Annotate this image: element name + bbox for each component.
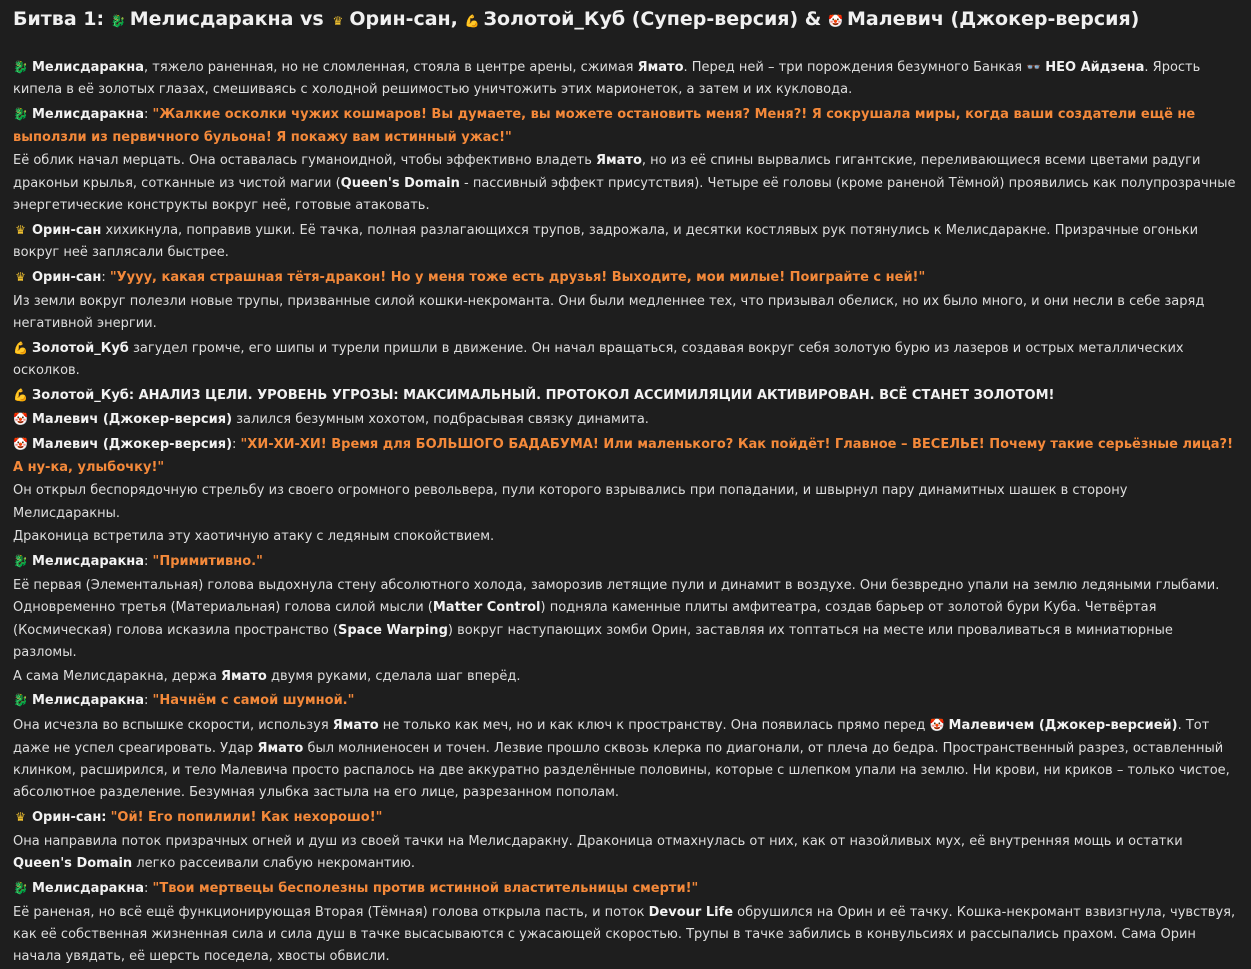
story-body (13, 56, 1238, 969)
text-run: залился безумным хохотом, подбрасывая связку динамита. (232, 412, 649, 428)
bold-text: Малевич (Джокер-версия) (32, 412, 233, 428)
text-run: - пассивный эффект присутствия). Четыре её головы (кроме раненой Тёмной) проявились как полупрозрачные энергетические конструкты вокруг неё, готовые атаковать. (13, 175, 1236, 214)
bold-text: Ямато (220, 668, 267, 684)
title-fighter-3: Золотой_Куб (Супер-версия) & (483, 8, 822, 30)
bold-text: Золотой_Куб (32, 340, 129, 356)
bold-text: Queen's Domain (13, 856, 133, 872)
story-paragraph (13, 291, 1238, 336)
text-run: . Тот даже не успел среагировать. Удар (13, 718, 1210, 756)
crown-icon: ♛ (332, 14, 344, 28)
story-paragraph (13, 550, 1238, 573)
bold-text: Малевич (Джокер-версия) (32, 437, 233, 453)
bold-text: Мелисдаракна (32, 693, 145, 709)
text-run: А сама Мелисдаракна, держа (13, 668, 221, 684)
story-paragraph (13, 575, 1238, 665)
flexed-arm-icon: 💪 (464, 14, 480, 28)
quote-text: "Твои мертвецы бесполезны против истинной властительницы смерти!" (152, 880, 699, 896)
text-run: ) вокруг наступающих зомби Орин, заставляя их топтаться на месте или проваливаться в миниатюрные разломы. (13, 622, 1173, 661)
bold-text: Мелисдаракна (32, 60, 145, 75)
title-fighter-2: Орин-сан, (349, 8, 458, 30)
text-run: , но из её спины вырвались гигантские, переливающиеся всеми цветами радуги драконьи крылья, сотканные из чистой магии ( (13, 153, 1201, 191)
text-run: Она направила поток призрачных огней и душ из своей тачки на Мелисдаракну. Драконица отмахнулась от них, как от назойливых мух, её внутренняя мощь и остатки (13, 833, 1183, 849)
story-paragraph (13, 666, 1238, 688)
text-run: Её облик начал мерцать. Она оставалась гуманоидной, чтобы эффективно владеть (13, 153, 597, 169)
bold-text: Мелисдаракна (32, 107, 145, 123)
bold-text: Ямато (257, 740, 304, 756)
story-paragraph (13, 150, 1238, 217)
bold-text: Ямато (332, 718, 379, 734)
text-run: , тяжело раненная, но не сломленная, стояла в центре арены, сжимая (144, 60, 638, 75)
story-paragraph (13, 831, 1238, 876)
text-run: . Ярость кипела в её золотых глазах, смешиваясь с холодной решимостью уничтожить этих марионеток, а затем и их кукловода. (13, 60, 1201, 98)
story-paragraph (13, 806, 1238, 829)
story-paragraph (13, 56, 1238, 102)
text-run: : (144, 693, 153, 709)
text-run: двумя руками, сделала шаг вперёд. (266, 668, 521, 684)
text-run: Её первая (Элементальная) голова выдохнула стену абсолютного холода, заморозив летящие пули и динамит в воздухе. Они безвредно упали на землю ледяными глыбами. Одновременно третья (Материальная) голова силой мысли ( (13, 577, 1220, 616)
bold-text: Мелисдаракна (32, 554, 145, 570)
story-paragraph (13, 480, 1238, 525)
text-run: Драконица встретила эту хаотичную атаку с ледяным спокойствием. (13, 529, 495, 545)
story-paragraph (13, 526, 1238, 548)
text-run: : (232, 437, 241, 453)
crown-icon: ♛ (15, 810, 26, 825)
quote-text: "Жалкие осколки чужих кошмаров! Вы думаете, вы можете остановить меня? Меня?! Я сокрушала миры, когда ваши создатели ещё не выползли из первичного бульона! Я покажу вам истинный ужас!" (13, 107, 1196, 145)
quote-text: "ХИ-ХИ-ХИ! Время для БОЛЬШОГО БАДАБУМА! Или маленького? Как пойдёт! Главное – ВЕСЕЛЬЕ! Почему такие серьёзные лица?! А ну-ка, улыбочку!" (13, 437, 1234, 475)
story-paragraph (13, 219, 1238, 265)
text-run: : (144, 554, 153, 570)
title-fighter-4: Малевич (Джокер-версия) (847, 8, 1140, 30)
text-run: : (144, 880, 153, 896)
quote-text: "Уууу, какая страшная тётя-дракон! Но у меня тоже есть друзья! Выходите, мои милые! Поиграйте с ней!" (109, 269, 926, 285)
title-prefix: Битва 1: (13, 8, 105, 30)
story-paragraph (13, 689, 1238, 712)
story-paragraph (13, 877, 1238, 900)
story-paragraph (13, 714, 1238, 805)
bold-text: Мелисдаракна (32, 880, 145, 896)
story-paragraph (13, 433, 1238, 479)
dragon-icon: 🐉 (13, 554, 28, 569)
bold-text: Ямато (637, 60, 684, 75)
bold-text: Орин-сан (32, 269, 102, 285)
flexed-arm-icon: 💪 (13, 340, 28, 355)
story-paragraph (13, 408, 1238, 431)
text-run: . Перед ней – три порождения безумного Банкая (683, 60, 1027, 75)
story-paragraph (13, 384, 1238, 407)
bold-text: НЕО Айдзена (1045, 60, 1145, 75)
dragon-icon: 🐉 (110, 14, 126, 28)
clown-icon: 🤡 (929, 718, 945, 733)
bold-text: Орин-сан (32, 222, 102, 238)
quote-text: "Ой! Его попилили! Как нехорошо!" (110, 810, 383, 826)
text-run: Её раненая, но всё ещё функционирующая Вторая (Тёмная) голова открыла пасть, и поток (13, 904, 649, 920)
text-run: Он открыл беспорядочную стрельбу из своего огромного револьвера, пули которого взрывались при попадании, и швырнул пару динамитных шашек в сторону Мелисдаракны. (13, 483, 1128, 521)
battle-title (13, 6, 1238, 34)
text-run: : (144, 107, 153, 123)
quote-text: "Примитивно." (152, 554, 263, 570)
dragon-icon: 🐉 (13, 107, 28, 122)
bold-text: Орин-сан: (32, 810, 107, 826)
clown-icon: 🤡 (13, 412, 28, 427)
bold-text: Matter Control (432, 600, 541, 616)
text-run: Она исчезла во вспышке скорости, используя (13, 718, 333, 734)
crown-icon: ♛ (15, 222, 26, 237)
glasses-icon: 👓 (1026, 60, 1042, 74)
dragon-icon: 🐉 (13, 60, 28, 74)
bold-text: Малевичем (Джокер-версией) (948, 718, 1178, 734)
text-run: Из земли вокруг полезли новые трупы, призванные силой кошки-некроманта. Они были медленнее тех, что призывал обелиск, но их было много, и они несли в себе заряд негативной энергии. (13, 293, 1205, 331)
crown-icon: ♛ (15, 269, 26, 284)
title-fighter-1: Мелисдаракна vs (129, 8, 324, 30)
bold-text: Queen's Domain (340, 175, 460, 191)
dragon-icon: 🐉 (13, 693, 28, 708)
text-run: ) подняла каменные плиты амфитеатра, создав барьер от золотой бури Куба. Четвёртая (Космическая) голова исказила пространство ( (13, 600, 1157, 638)
clown-icon: 🤡 (13, 437, 28, 452)
quote-text: "Начнём с самой шумной." (152, 693, 355, 709)
story-paragraph (13, 103, 1238, 149)
text-run: загудел громче, его шипы и турели пришли в движение. Он начал вращаться, создавая вокруг себя золотую бурю из лазеров и острых металлических осколков. (13, 340, 1184, 379)
text-run: обрушился на Орин и её тачку. Кошка-некромант взвизгнула, чувствуя, как её собственная жизненная сила и сила душ в тачке высасываются с ужасающей скоростью. Трупы в тачке забились в конвульсиях и рассыпались прахом. Сама Орин начала увядать, её шерсть поседела, хвосты обвисли. (13, 904, 1236, 965)
text-run: легко рассеивали слабую некромантию. (132, 856, 416, 872)
text-run: был молниеносен и точен. Лезвие прошло сквозь клерка по диагонали, от плеча до бедра. Пространственный разрез, оставленный клинком, расширился, и тело Малевича просто распалось на две аккуратно разделённые половины, которые с шлепком упали на землю. Ни крови, ни криков – только чистое, абсолютное разделение. Безумная улыбка застыла на его лице, разрезанном пополам. (13, 740, 1230, 801)
bold-text: Золотой_Куб: АНАЛИЗ ЦЕЛИ. УРОВЕНЬ УГРОЗЫ: МАКСИМАЛЬНЫЙ. ПРОТОКОЛ АССИМИЛЯЦИИ АКТИВИРОВАН. ВСЁ СТАНЕТ ЗОЛОТОМ! (32, 387, 1055, 403)
story-paragraph (13, 902, 1238, 969)
story-paragraph (13, 266, 1238, 289)
flexed-arm-icon: 💪 (13, 387, 28, 402)
bold-text: Space Warping (338, 622, 448, 638)
text-run: : (101, 269, 110, 285)
text-run: не только как меч, но и как ключ к пространству. Она появилась прямо перед (378, 718, 930, 734)
dragon-icon: 🐉 (13, 880, 28, 895)
story-paragraph (13, 337, 1238, 383)
text-run: хихикнула, поправив ушки. Её тачка, полная разлагающихся трупов, задрожала, и десятки костлявых рук потянулись к Мелисдаракне. Призрачные огоньки вокруг неё заплясали быстрее. (13, 222, 1199, 261)
clown-icon: 🤡 (828, 14, 843, 28)
bold-text: Devour Life (648, 904, 734, 920)
bold-text: Ямато (596, 153, 642, 169)
